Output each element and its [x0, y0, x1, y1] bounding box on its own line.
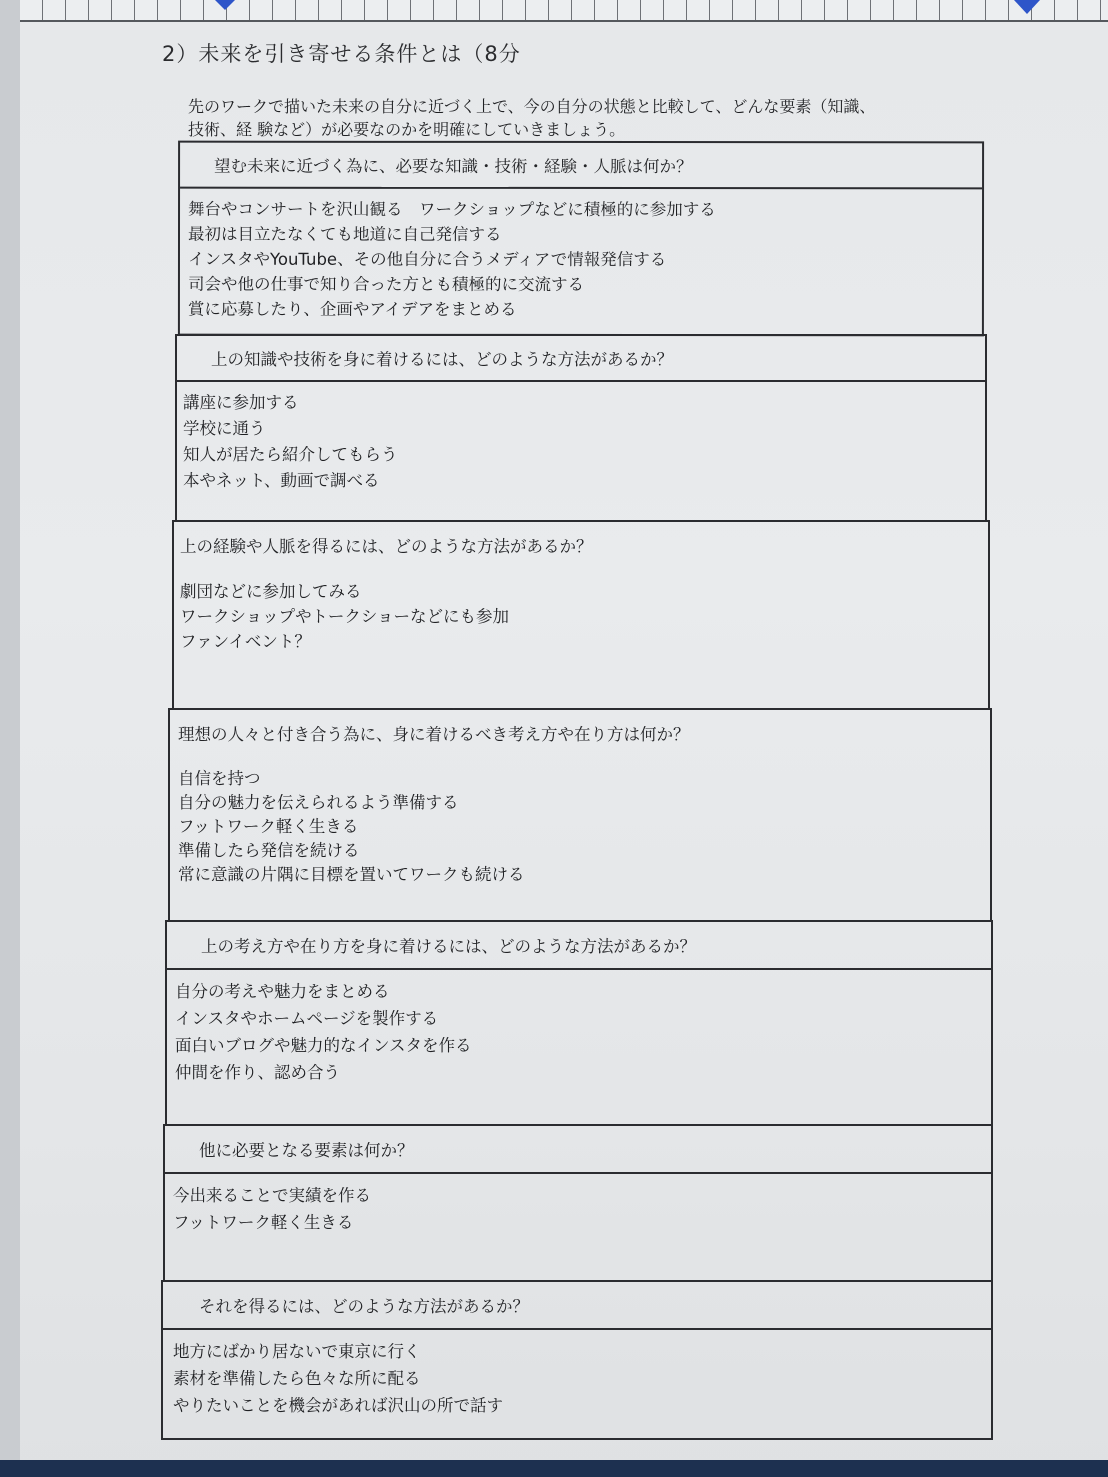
answer-line: やりたいことを機会があれば沢山の所で話す	[173, 1396, 503, 1415]
answer-line: 準備したら発信を続ける	[178, 841, 360, 860]
right-indent-marker-icon[interactable]	[1014, 0, 1040, 14]
question-text: 上の経験や人脈を得るには、どのような方法があるか？	[180, 537, 593, 556]
answer-line: 劇団などに参加してみる	[180, 582, 362, 601]
worksheet-box-needs	[178, 141, 984, 337]
answer-area[interactable]	[165, 1174, 991, 1280]
answer-area[interactable]	[180, 189, 982, 335]
question-text: 望む未来に近づく為に、必要な知識・技術・経験・人脈は何か？	[214, 156, 693, 177]
page-left-edge	[0, 0, 21, 1477]
worksheet-box-learning-methods	[175, 334, 987, 522]
question-row	[167, 922, 991, 970]
answer-area[interactable]	[174, 522, 988, 708]
answer-line: 素材を準備したら色々な所に配る	[173, 1369, 421, 1388]
spacer	[180, 559, 988, 579]
answer-line: 本やネット、動画で調べる	[183, 471, 380, 490]
intro-paragraph	[188, 95, 1018, 141]
screen-bottom-bezel	[0, 1460, 1108, 1477]
intro-line: 技術、経 験など）が必要なのかを明確にしていきましょう。	[188, 120, 626, 139]
question-row	[165, 1126, 991, 1174]
worksheet-box-how-to-get	[161, 1280, 993, 1440]
answer-line: 舞台やコンサートを沢山観る ワークショップなどに積極的に参加する	[188, 199, 716, 220]
answer-line: ファンイベント？	[180, 632, 311, 651]
worksheet-box-mindset	[168, 708, 992, 922]
answer-line: 講座に参加する	[183, 393, 299, 412]
answer-area[interactable]	[167, 970, 991, 1124]
answer-line: 自分の考えや魅力をまとめる	[175, 982, 390, 1001]
answer-line: フットワーク軽く生きる	[178, 817, 359, 836]
horizontal-ruler[interactable]	[20, 0, 1108, 22]
worksheet-box-experience	[172, 520, 990, 710]
worksheet-box-mindset-methods	[165, 920, 993, 1126]
answer-line: 地方にばかり居ないで東京に行く	[173, 1342, 421, 1361]
worksheet-box-other-elements	[163, 1124, 993, 1282]
answer-line: 最初は目立たなくても地道に自己発信する	[187, 224, 502, 244]
answer-line: 今出来ることで実績を作る	[173, 1186, 371, 1205]
spacer	[178, 747, 990, 767]
left-indent-marker-icon[interactable]	[215, 0, 235, 10]
question-row	[163, 1282, 991, 1330]
section-title: 2）未来を引き寄せる条件とは（8分	[162, 42, 521, 66]
intro-line: 先のワークで描いた未来の自分に近づく上で、今の自分の状態と比較して、どんな要素（知識、	[188, 97, 876, 116]
answer-area[interactable]	[170, 710, 990, 920]
answer-line: インスタやYouTube、その他自分に合うメディアで情報発信する	[187, 249, 667, 270]
answer-line: 仲間を作り、認め合う	[175, 1063, 340, 1082]
question-text: 上の考え方や在り方を身に着けるには、どのような方法があるか？	[201, 937, 696, 956]
question-text: それを得るには、どのような方法があるか？	[199, 1297, 529, 1316]
answer-line: ワークショップやトークショーなどにも参加	[180, 607, 510, 626]
answer-area[interactable]	[163, 1330, 991, 1438]
answer-area[interactable]	[177, 382, 985, 520]
answer-line: 司会や他の仕事で知り合った方とも積極的に交流する	[187, 274, 584, 295]
answer-line: 知人が居たら紹介してもらう	[183, 445, 398, 464]
answer-line: 賞に応募したり、企画やアイデアをまとめる	[187, 299, 517, 319]
answer-line: フットワーク軽く生きる	[173, 1213, 354, 1232]
question-text: 上の知識や技術を身に着けるには、どのような方法があるか？	[211, 350, 673, 369]
question-row	[177, 336, 985, 382]
answer-line: 自信を持つ	[178, 769, 261, 788]
question-text: 他に必要となる要素は何か？	[199, 1141, 414, 1160]
answer-line: 自分の魅力を伝えられるよう準備する	[178, 793, 459, 812]
question-row	[180, 143, 982, 190]
answer-line: 常に意識の片隅に目標を置いてワークも続ける	[178, 865, 525, 884]
answer-line: インスタやホームページを製作する	[175, 1009, 439, 1028]
question-text: 理想の人々と付き合う為に、身に着けるべき考え方や在り方は何か？	[178, 725, 690, 744]
answer-line: 学校に通う	[183, 419, 266, 438]
answer-line: 面白いブログや魅力的なインスタを作る	[175, 1036, 472, 1055]
